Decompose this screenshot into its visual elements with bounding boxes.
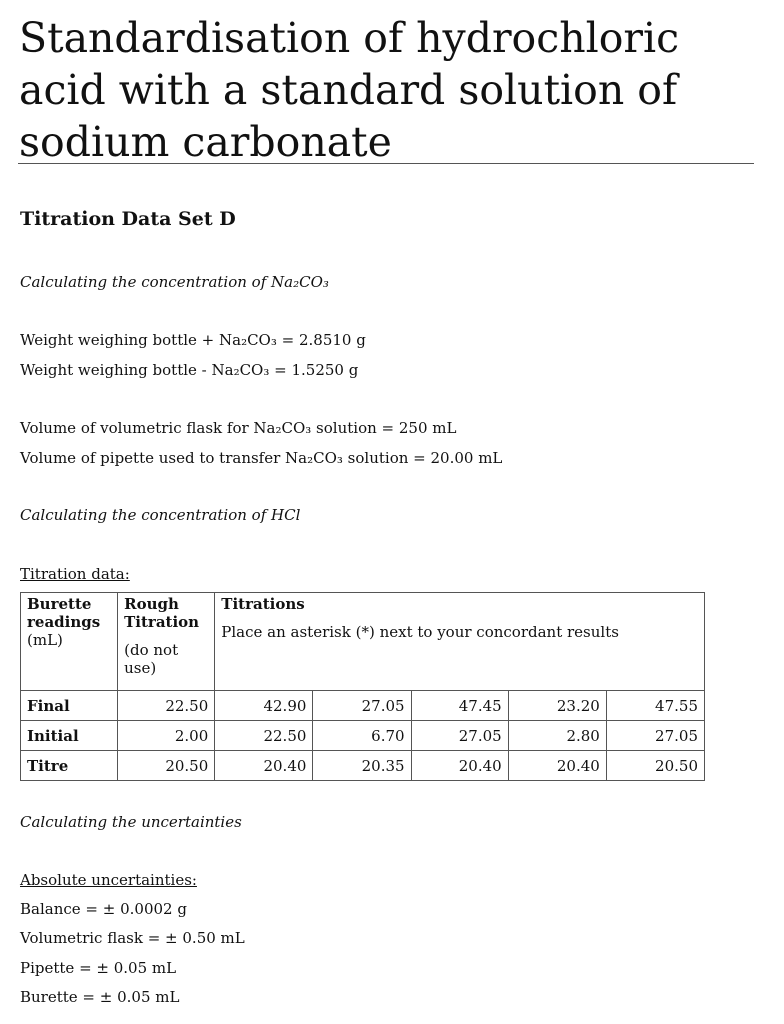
rough-cell: 22.50 xyxy=(118,691,215,721)
uncertainty-burette: Burette = ± 0.05 mL xyxy=(20,988,180,1006)
title-divider xyxy=(18,163,754,164)
table-row xyxy=(21,691,705,721)
table-cell: 6.70 xyxy=(313,721,411,751)
header-rough-titration xyxy=(118,593,215,691)
section-heading-uncertainties: Calculating the uncertainties xyxy=(20,813,242,831)
rough-cell: 2.00 xyxy=(118,721,215,751)
header-burette-line1: Burette xyxy=(27,595,92,613)
row-label: Titre xyxy=(21,751,118,781)
rough-cell: 20.50 xyxy=(118,751,215,781)
header-rough-line2: Titration xyxy=(124,613,200,631)
table-header-row xyxy=(21,593,705,691)
section-heading-na2co3: Calculating the concentration of Na₂CO₃ xyxy=(20,273,329,291)
section-heading-hcl: Calculating the concentration of HCl xyxy=(20,506,301,524)
table-cell: 20.50 xyxy=(606,751,704,781)
table-row xyxy=(21,751,705,781)
flask-volume: Volume of volumetric flask for Na₂CO₃ solution = 250 mL xyxy=(20,419,457,437)
table-cell: 47.55 xyxy=(606,691,704,721)
uncertainty-pipette: Pipette = ± 0.05 mL xyxy=(20,959,177,977)
table-cell: 42.90 xyxy=(215,691,313,721)
table-cell: 23.20 xyxy=(508,691,606,721)
header-burette-unit: (mL) xyxy=(27,631,63,649)
table-cell: 22.50 xyxy=(215,721,313,751)
row-label: Initial xyxy=(21,721,118,751)
table-cell: 20.40 xyxy=(411,751,508,781)
table-cell: 27.05 xyxy=(313,691,411,721)
header-titrations-note: Place an asterisk (*) next to your concordant results xyxy=(221,623,619,641)
weight-without-na2co3: Weight weighing bottle - Na₂CO₃ = 1.5250 g xyxy=(20,361,359,379)
dataset-heading: Titration Data Set D xyxy=(20,208,236,230)
table-row xyxy=(21,721,705,751)
table-cell: 27.05 xyxy=(411,721,508,751)
header-rough-line1: Rough xyxy=(124,595,179,613)
table-cell: 27.05 xyxy=(606,721,704,751)
absolute-uncertainties-label: Absolute uncertainties: xyxy=(20,871,197,889)
titration-table xyxy=(20,592,705,781)
weight-with-na2co3: Weight weighing bottle + Na₂CO₃ = 2.8510 g xyxy=(20,331,366,349)
table-cell: 20.40 xyxy=(508,751,606,781)
header-titrations-title: Titrations xyxy=(221,595,305,613)
table-cell: 20.40 xyxy=(215,751,313,781)
header-rough-note: (do not use) xyxy=(124,641,179,677)
uncertainty-balance: Balance = ± 0.0002 g xyxy=(20,900,187,918)
header-burette-line2: readings xyxy=(27,613,101,631)
uncertainty-volumetric-flask: Volumetric flask = ± 0.50 mL xyxy=(20,929,245,947)
table-cell: 20.35 xyxy=(313,751,411,781)
table-cell: 47.45 xyxy=(411,691,508,721)
header-burette-readings xyxy=(21,593,118,691)
header-titrations xyxy=(215,593,705,691)
table-cell: 2.80 xyxy=(508,721,606,751)
page-title: Standardisation of hydrochloric acid with a standard solution of sodium carbonate xyxy=(19,14,680,166)
pipette-volume: Volume of pipette used to transfer Na₂CO₃ solution = 20.00 mL xyxy=(20,449,503,467)
row-label: Final xyxy=(21,691,118,721)
titration-data-label: Titration data: xyxy=(20,565,130,583)
